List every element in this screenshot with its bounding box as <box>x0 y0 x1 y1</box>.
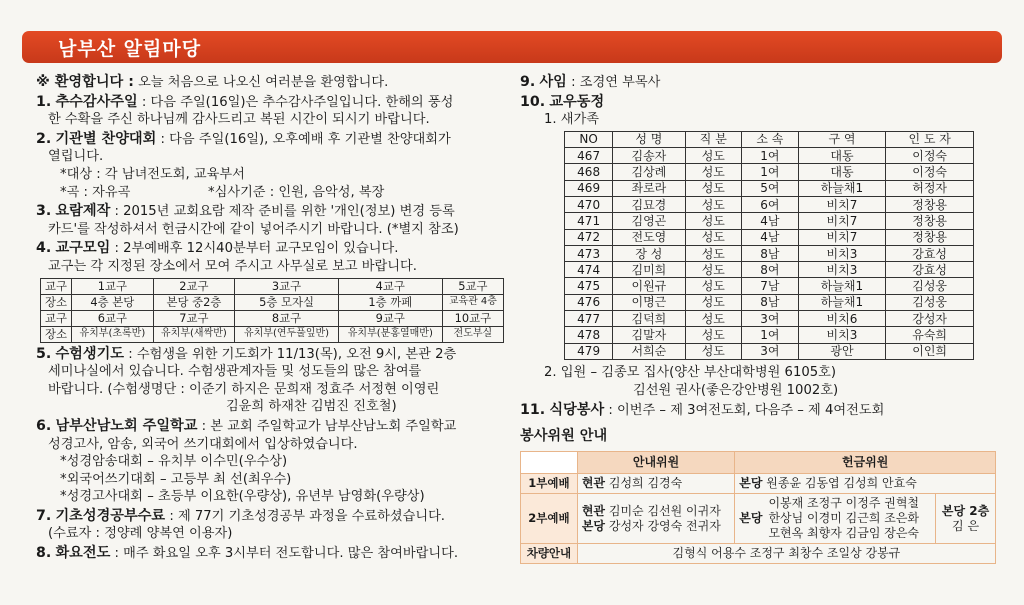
table-cell: 성도 <box>685 294 742 310</box>
notice-number: 4. <box>36 240 52 257</box>
names: 김형식 어용수 조정구 최창수 조일상 강봉규 <box>577 544 995 564</box>
guide-cell <box>577 474 734 494</box>
table-cell: 1교구 <box>72 278 154 294</box>
table-cell: 5층 모자실 <box>235 294 339 310</box>
table-cell: 교육관 4층 <box>442 294 503 310</box>
notice-4 <box>36 240 506 342</box>
table-row <box>565 148 974 164</box>
notice-text: : 수험생을 위한 기도회가 11/13(목), 오전 9시, 본관 2층 <box>124 346 457 362</box>
notice-number: 8. <box>36 545 52 562</box>
notice-subitem: *성경암송대회 – 유치부 이수민(우수상) <box>60 454 288 470</box>
location-label: 본당 <box>581 518 606 533</box>
guide-cell <box>577 494 734 544</box>
table-cell: 성도 <box>685 148 742 164</box>
table-cell: 이정숙 <box>886 164 974 180</box>
table-cell: 하늘채1 <box>798 294 886 310</box>
table-cell: 교구 <box>41 278 72 294</box>
notice-text: 한 수확을 주신 하나님께 감사드리고 복된 시간이 되시기 바랍니다. <box>48 112 430 128</box>
table-cell: 장소 <box>41 326 72 342</box>
table-cell: 좌로라 <box>613 180 685 196</box>
notice-heading: 기초성경공부수료 <box>55 507 166 524</box>
table-cell: 김성웅 <box>886 294 974 310</box>
notice-heading: 수험생기도 <box>55 345 124 362</box>
notice-3 <box>36 203 506 238</box>
table-cell: 하늘채1 <box>798 278 886 294</box>
table-cell: 479 <box>565 343 613 359</box>
table-cell: 470 <box>565 196 613 212</box>
notice-heading: 사임 <box>539 74 567 90</box>
table-cell: 강성자 <box>886 311 974 327</box>
table-cell: 김미희 <box>613 262 685 278</box>
table-row <box>565 245 974 261</box>
table-cell: 정창용 <box>886 229 974 245</box>
table-cell: 전도영 <box>613 229 685 245</box>
names: 김성희 김경숙 <box>608 476 683 491</box>
notice-number: 2. <box>36 130 52 147</box>
table-cell: 비치3 <box>798 245 886 261</box>
bongsa-title: 봉사위원 안내 <box>520 427 608 444</box>
location-label: 현관 <box>581 503 606 518</box>
column-header: 소 속 <box>742 131 799 147</box>
notice-5 <box>36 346 506 416</box>
table-cell: 7교구 <box>153 310 235 326</box>
notice-2 <box>36 131 506 201</box>
table-row <box>565 229 974 245</box>
notice-subitem: *곡 : 자유곡 <box>60 184 131 200</box>
table-cell: 477 <box>565 311 613 327</box>
table-cell: 비치3 <box>798 327 886 343</box>
table-cell: 476 <box>565 294 613 310</box>
table-row <box>565 213 974 229</box>
row-label: 2부예배 <box>521 494 578 544</box>
section-title: 남부산 알림마당 <box>58 38 202 60</box>
table-row <box>565 327 974 343</box>
notice-text: : 제 77기 기초성경공부 과정을 수료하셨습니다. <box>165 508 445 524</box>
admission-text: 2. 입원 – 김종모 집사(양산 부산대학병원 6105호) <box>544 364 837 380</box>
table-cell: 7남 <box>742 278 799 294</box>
admission-text: 김선원 권사(좋은강안병원 1002호) <box>633 382 839 398</box>
table-cell: 467 <box>565 148 613 164</box>
table-row <box>521 544 996 564</box>
notice-1 <box>36 94 506 129</box>
table-row <box>41 278 504 294</box>
table-cell: 유치부(연두풀잎반) <box>235 326 339 342</box>
row-label: 차량안내 <box>521 544 578 564</box>
table-cell: 유치부(초록반) <box>72 326 154 342</box>
notice-number: 1. <box>36 93 52 110</box>
notice-heading: 기관별 찬양대회 <box>55 130 157 147</box>
table-cell: 하늘채1 <box>798 180 886 196</box>
table-cell: 강효성 <box>886 245 974 261</box>
notice-text: 김윤희 하재찬 김범진 진호철) <box>226 399 397 415</box>
table-cell: 강효성 <box>886 262 974 278</box>
table-cell: 4층 본당 <box>72 294 154 310</box>
notice-9 <box>520 74 1010 92</box>
column-header: 인 도 자 <box>886 131 974 147</box>
notice-number: 11. <box>520 402 546 419</box>
table-row <box>565 343 974 359</box>
notice-text: : 이번주 – 제 3여전도회, 다음주 – 제 4여전도회 <box>604 403 885 419</box>
table-cell: 대동 <box>798 148 886 164</box>
table-cell: 성도 <box>685 278 742 294</box>
table-cell: 유숙희 <box>886 327 974 343</box>
table-cell: 8여 <box>742 262 799 278</box>
column-header: NO <box>565 131 613 147</box>
notice-number: 5. <box>36 345 52 362</box>
table-cell: 8남 <box>742 294 799 310</box>
notice-10 <box>520 94 1010 400</box>
notice-heading: 화요전도 <box>55 545 111 562</box>
table-cell: 8교구 <box>235 310 339 326</box>
table-cell: 비치7 <box>798 213 886 229</box>
notice-text: 교구는 각 지정된 장소에서 모여 주시고 사무실로 보고 바랍니다. <box>48 258 417 274</box>
table-cell: 2교구 <box>153 278 235 294</box>
table-cell: 성도 <box>685 229 742 245</box>
table-cell: 장 성 <box>613 245 685 261</box>
names: 한상님 이경미 김근희 조은화 <box>768 511 920 526</box>
table-cell: 정창용 <box>886 213 974 229</box>
notice-text: : 조경연 부목사 <box>566 75 661 90</box>
table-cell: 이명근 <box>613 294 685 310</box>
notice-number: 10. <box>520 93 546 110</box>
table-header-row <box>521 452 996 474</box>
table-cell: 성도 <box>685 213 742 229</box>
notice-8 <box>36 545 506 563</box>
table-cell: 1층 까페 <box>338 294 442 310</box>
table-cell: 468 <box>565 164 613 180</box>
table-cell: 이원규 <box>613 278 685 294</box>
notice-text: : 매주 화요일 오후 3시부터 전도합니다. 많은 참여바랍니다. <box>110 546 459 562</box>
table-cell: 성도 <box>685 164 742 180</box>
table-cell: 6교구 <box>72 310 154 326</box>
notice-7 <box>36 508 506 543</box>
table-header-row <box>565 131 974 147</box>
notice-heading: 남부산남노회 주일학교 <box>55 417 198 434</box>
table-row <box>41 294 504 310</box>
notice-text: : 다음 주일(16일)은 추수감사주일입니다. 한해의 풍성 <box>137 94 454 110</box>
notice-text: 카드'를 작성하셔서 헌금시간에 같이 넣어주시기 바랍니다. (*별지 참조) <box>48 221 459 237</box>
table-cell: 비치6 <box>798 311 886 327</box>
table-cell: 4남 <box>742 213 799 229</box>
table-cell: 4교구 <box>338 278 442 294</box>
notice-text: 바랍니다. (수험생명단 : 이준기 하지은 문희재 정효주 서정현 이영린 <box>48 381 440 397</box>
table-cell: 5교구 <box>442 278 503 294</box>
table-cell: 성도 <box>685 196 742 212</box>
notice-number: 7. <box>36 507 52 524</box>
table-cell: 김송자 <box>613 148 685 164</box>
new-family-rows <box>565 148 974 360</box>
table-cell: 1여 <box>742 164 799 180</box>
location-label: 본당 2층 <box>941 503 990 518</box>
table-cell: 474 <box>565 262 613 278</box>
notice-text: : 2015년 교회요람 제작 준비를 위한 '개인(정보) 변경 등록 <box>110 204 455 220</box>
location-label: 본당 <box>739 476 763 491</box>
table-cell: 성도 <box>685 311 742 327</box>
bongsa-table <box>520 451 996 564</box>
notice-heading: 요람제작 <box>55 203 111 220</box>
notice-text: 세미나실에서 있습니다. 수험생관계자들 및 성도들의 많은 참여를 <box>48 364 422 380</box>
table-cell: 6여 <box>742 196 799 212</box>
notice-text: 성경고사, 암송, 외국어 쓰기대회에서 입상하였습니다. <box>48 436 358 452</box>
notice-heading: 교우동정 <box>549 93 605 110</box>
notice-text: (수료자 : 정양례 양복연 이용자) <box>48 526 233 542</box>
empty-cell <box>521 452 578 474</box>
column-header: 직 분 <box>685 131 742 147</box>
names: 김미순 김선원 이귀자 <box>608 503 721 518</box>
welcome-text: 오늘 처음으로 나오신 여러분을 환영합니다. <box>133 75 389 90</box>
table-cell: 1여 <box>742 148 799 164</box>
table-cell: 광안 <box>798 343 886 359</box>
table-cell: 5여 <box>742 180 799 196</box>
new-family-table <box>564 131 974 360</box>
table-cell: 김덕희 <box>613 311 685 327</box>
notice-6 <box>36 418 506 506</box>
table-cell: 478 <box>565 327 613 343</box>
table-cell: 유치부(새싹반) <box>153 326 235 342</box>
table-cell: 3여 <box>742 311 799 327</box>
table-row <box>565 311 974 327</box>
table-cell: 10교구 <box>442 310 503 326</box>
table-cell: 대동 <box>798 164 886 180</box>
section-header <box>22 31 1002 63</box>
table-row <box>521 494 996 544</box>
table-cell: 성도 <box>685 245 742 261</box>
table-cell: 471 <box>565 213 613 229</box>
table-cell: 성도 <box>685 262 742 278</box>
welcome-label: ※ 환영합니다 : <box>36 74 134 90</box>
table-cell: 8남 <box>742 245 799 261</box>
table-cell: 472 <box>565 229 613 245</box>
table-cell: 교구 <box>41 310 72 326</box>
location-label: 본당 <box>739 511 763 526</box>
table-cell: 성도 <box>685 180 742 196</box>
table-cell: 김상례 <box>613 164 685 180</box>
table-cell: 비치7 <box>798 196 886 212</box>
offer-cell <box>735 474 996 494</box>
row-label: 1부예배 <box>521 474 578 494</box>
table-cell: 유치부(분홍열매반) <box>338 326 442 342</box>
notice-subitem: 1. 새가족 <box>544 112 599 128</box>
notice-number: 3. <box>36 203 52 220</box>
table-cell: 본당 중2층 <box>153 294 235 310</box>
offer-cell <box>735 494 936 544</box>
table-cell: 4남 <box>742 229 799 245</box>
location-label: 현관 <box>581 476 606 491</box>
table-cell: 비치3 <box>798 262 886 278</box>
names: 모현옥 최향자 김금임 장은숙 <box>768 526 920 541</box>
table-row <box>565 278 974 294</box>
table-cell: 김성웅 <box>886 278 974 294</box>
notice-text: 열립니다. <box>48 149 104 165</box>
table-cell: 정창용 <box>886 196 974 212</box>
table-cell: 성도 <box>685 327 742 343</box>
table-cell: 이정숙 <box>886 148 974 164</box>
table-cell: 이인희 <box>886 343 974 359</box>
table-row <box>521 474 996 494</box>
notice-number: 9. <box>520 74 536 90</box>
table-row <box>41 326 504 342</box>
table-cell: 김말자 <box>613 327 685 343</box>
table-cell: 3여 <box>742 343 799 359</box>
table-row <box>565 196 974 212</box>
gyogu-table <box>40 278 504 343</box>
notice-heading: 추수감사주일 <box>55 93 138 110</box>
names: 김 은 <box>952 518 980 533</box>
table-row <box>565 180 974 196</box>
notice-subitem: *외국어쓰기대회 – 고등부 최 선(최우수) <box>60 471 292 487</box>
table-cell: 김묘경 <box>613 196 685 212</box>
notice-subitem: *심사기준 : 인원, 음악성, 복장 <box>208 184 385 200</box>
notice-subitem: *성경고사대회 – 초등부 이요한(우량상), 유년부 남영화(우량상) <box>60 489 425 505</box>
notice-text: : 본 교회 주일학교가 남부산남노회 주일학교 <box>197 418 457 434</box>
table-cell: 475 <box>565 278 613 294</box>
table-cell: 허정자 <box>886 180 974 196</box>
names: 이봉재 조정구 이정주 권혁철 <box>768 496 920 511</box>
names: 강성자 강영숙 전귀자 <box>608 518 721 533</box>
table-row <box>565 262 974 278</box>
column-header: 헌금위원 <box>735 452 996 474</box>
notice-heading: 교구모임 <box>55 240 111 257</box>
table-row <box>565 294 974 310</box>
notice-text: : 2부예배후 12시40분부터 교구모임이 있습니다. <box>110 241 399 257</box>
notice-11 <box>520 402 1010 420</box>
right-column <box>520 74 1010 564</box>
notice-heading: 식당봉사 <box>549 402 605 419</box>
table-row <box>41 310 504 326</box>
table-cell: 469 <box>565 180 613 196</box>
column-header: 안내위원 <box>577 452 734 474</box>
table-cell: 장소 <box>41 294 72 310</box>
table-row <box>565 164 974 180</box>
left-column <box>36 74 506 565</box>
offer-cell-2 <box>936 494 996 544</box>
table-cell: 3교구 <box>235 278 339 294</box>
welcome-notice <box>36 74 506 92</box>
names: 원종윤 김동엽 김성희 안효숙 <box>766 476 917 491</box>
notice-subitem: *대상 : 각 남녀전도회, 교육부서 <box>60 166 245 182</box>
table-cell: 1여 <box>742 327 799 343</box>
table-cell: 9교구 <box>338 310 442 326</box>
notice-text: : 다음 주일(16일), 오후예배 후 기관별 찬양대회가 <box>156 131 451 147</box>
column-header: 성 명 <box>613 131 685 147</box>
table-cell: 비치7 <box>798 229 886 245</box>
column-header: 구 역 <box>798 131 886 147</box>
notice-number: 6. <box>36 417 52 434</box>
table-cell: 전도부실 <box>442 326 503 342</box>
table-cell: 473 <box>565 245 613 261</box>
table-cell: 김영곤 <box>613 213 685 229</box>
table-cell: 서희순 <box>613 343 685 359</box>
table-cell: 성도 <box>685 343 742 359</box>
